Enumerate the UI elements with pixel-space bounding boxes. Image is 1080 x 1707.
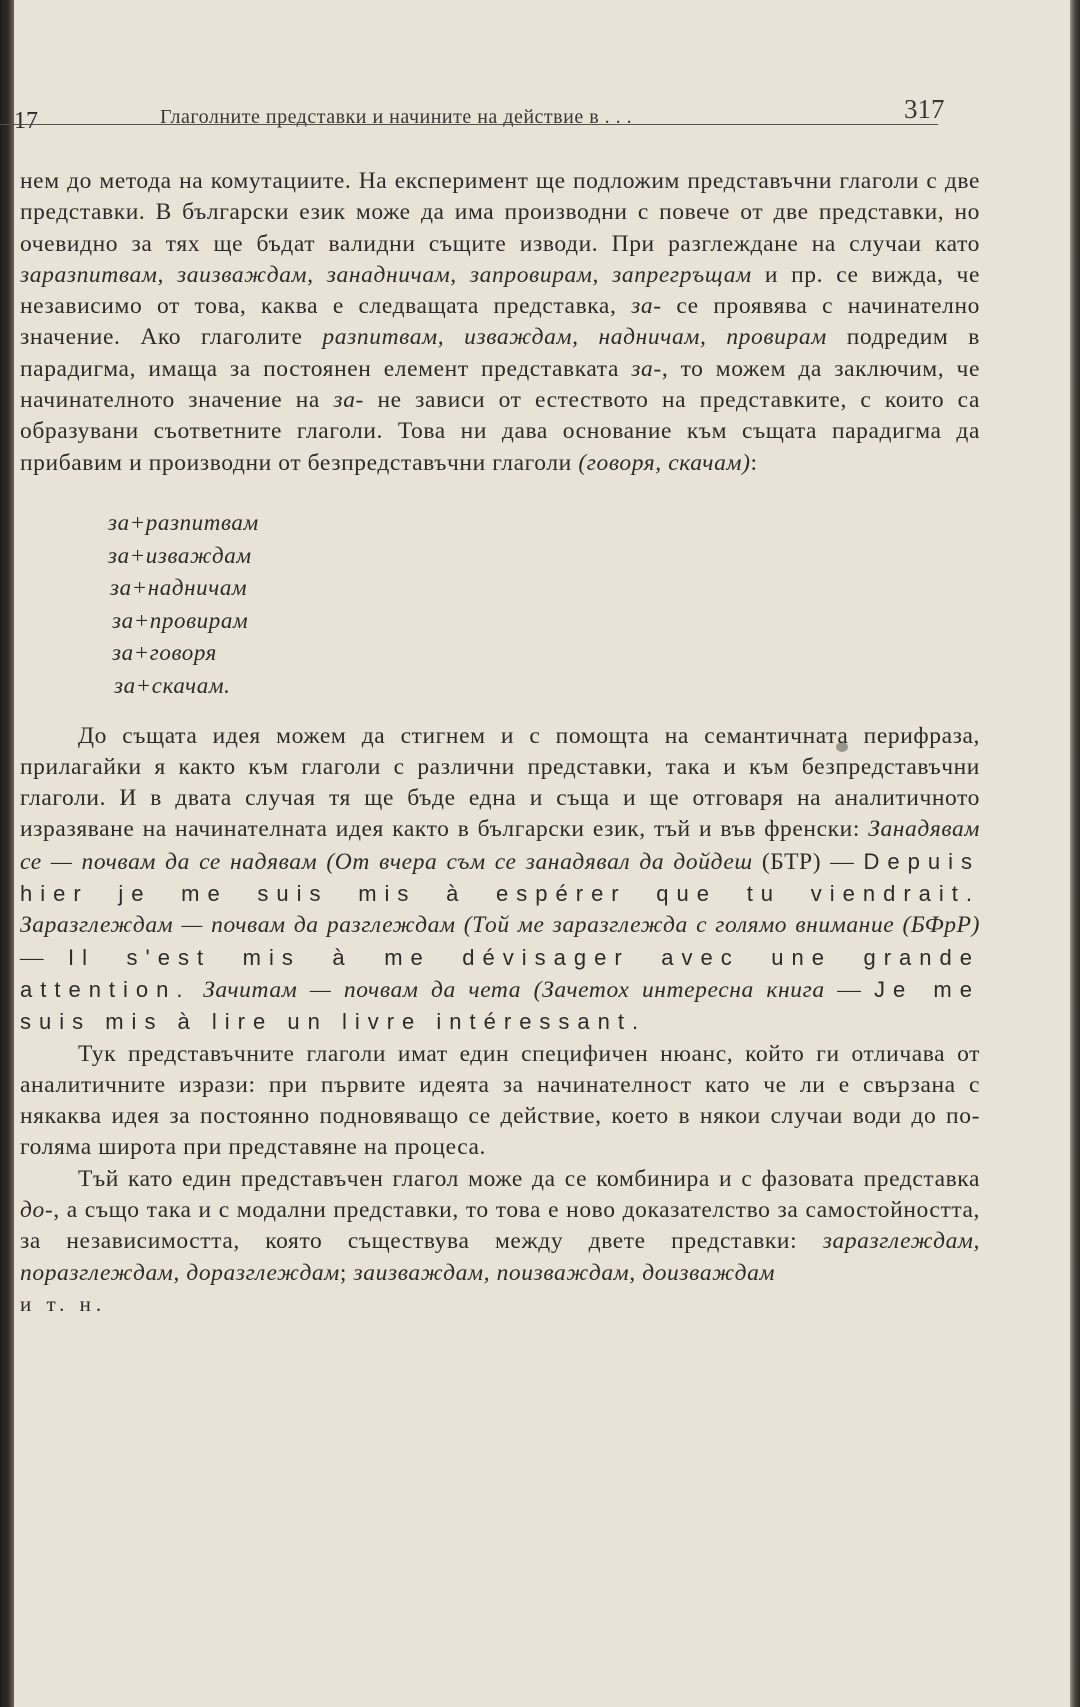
example-list: [88, 507, 980, 703]
french-example: Il s'est mis à me dévisager avec une grande attention.: [20, 944, 981, 1002]
page-gutter-shadow: [0, 0, 14, 1707]
header-rule: [0, 124, 938, 125]
french-example: Depuis hier je me suis mis à espérer que tu viendrait.: [20, 848, 980, 907]
italic-term: (говоря, скачам): [578, 449, 751, 476]
italic-term: до-: [20, 1196, 54, 1223]
italic-term: за-: [631, 293, 662, 320]
italic-term: за-: [631, 355, 662, 382]
example-item: за+надничам: [110, 575, 248, 601]
example-item: за+провирам: [112, 607, 249, 633]
paragraph-1: нем до метода на комутациите. На експеримент ще подложим представъчни глаголи с две представки. В български език може да има производни с повече от две представки, но очевидно за тях ще бъдат валидни същите изводи. При разглеждане на случаи като заразпитвам, заизваждам, занадничам, запровирам, запрегръщам и пр. се вижда, че независимо от това, каква е следващата представка, за- се проявява с начинателно значение. Ако глаголите разпитвам, изваждам, надничам, провирам подредим в парадигма, имаща за постоянен елемент представката за-, то можем да заключим, че начинателното значение на за- не зависи от естеството на представките, с които са образувани съответните глаголи. Това ни дава основание към същата парадигма да прибавим и производни от безпредставъчни глаголи (говоря, скачам):: [20, 168, 981, 476]
italic-term: разпитвам, изваждам, надничам, провирам: [322, 324, 827, 351]
page-edge-shadow: [1070, 0, 1080, 1707]
example-item: за+скачам.: [114, 672, 231, 698]
french-example: Je me suis mis à lire un livre intéressant.: [20, 976, 980, 1035]
end-abbreviation: и т. н.: [20, 1291, 107, 1316]
running-head: Глаголните представки и начините на действие в . . .: [160, 106, 633, 128]
italic-term: заразглеждам, поразглеждам, доразглеждам: [20, 1228, 980, 1286]
paragraph-2: До същата идея можем да стигнем и с помощта на семантичната перифраза, прилагайки я както към глаголи с различни представки, така и към безпредставъчни глаголи. И в двата случая тя ще бъде една и съща и ще отговаря на аналитичното изразяване на начинателната идея както в български език, тъй и във френски: Занадявам се — почвам да се надявам (От вчера съм се занадявал да дойдеш (БТР) — Depuis hier je me suis mis à espérer que tu viendrait. Заразглеждам — почвам да разглеждам (Той ме заразглежда с голямо внимание (БФрР) — Il s'est mis à me dévisager avec une grande attention. Зачитам — почвам да чета (Зачетох интересна книга — Je me suis mis à lire un livre intéressant.: [20, 722, 981, 1035]
paragraph-4: Тъй като един представъчен глагол може да се комбинира и с фазовата представка до-, а също така и с модални представки, то това е ново доказателство за самостойността, за независимостта, която съществува между двете представки: заразглеждам, поразглеждам, доразглеждам; заизваждам, поизваждам, доизваждам: [20, 1165, 980, 1286]
italic-term: заизваждам, поизваждам, доизваждам: [353, 1259, 776, 1286]
example-item: за+изваждам: [108, 542, 252, 568]
italic-example: Заразглеждам — почвам да разглеждам (Той ме заразглежда с голямо внимание (БФрР): [20, 912, 980, 939]
body-text: [20, 166, 980, 1320]
example-item: за+говоря: [112, 640, 217, 666]
italic-example: Зачитам — почвам да чета (Зачетох интересна книга: [203, 976, 825, 1003]
italic-term: за-: [333, 387, 364, 414]
paragraph-3: Тук представъчните глаголи имат един специфичен нюанс, който ги отличава от аналитичните изрази: при първите идеята за начинателност като че ли е свързана с някаква идея за постоянно подновяващо се действие, което в някои случаи води до по-голяма широта при представяне на процеса.: [20, 1040, 980, 1161]
previous-page-number: 17: [14, 108, 38, 134]
example-item: за+разпитвам: [108, 509, 259, 535]
page-header: [14, 88, 964, 136]
italic-term: заразпитвам, заизваждам, занадничам, запровирам, запрегръщам: [20, 261, 752, 288]
italic-example: Занадявам се — почвам да се надявам (От вчера съм се занадявал да дойдеш: [20, 816, 980, 875]
page-number: 317: [904, 94, 945, 124]
